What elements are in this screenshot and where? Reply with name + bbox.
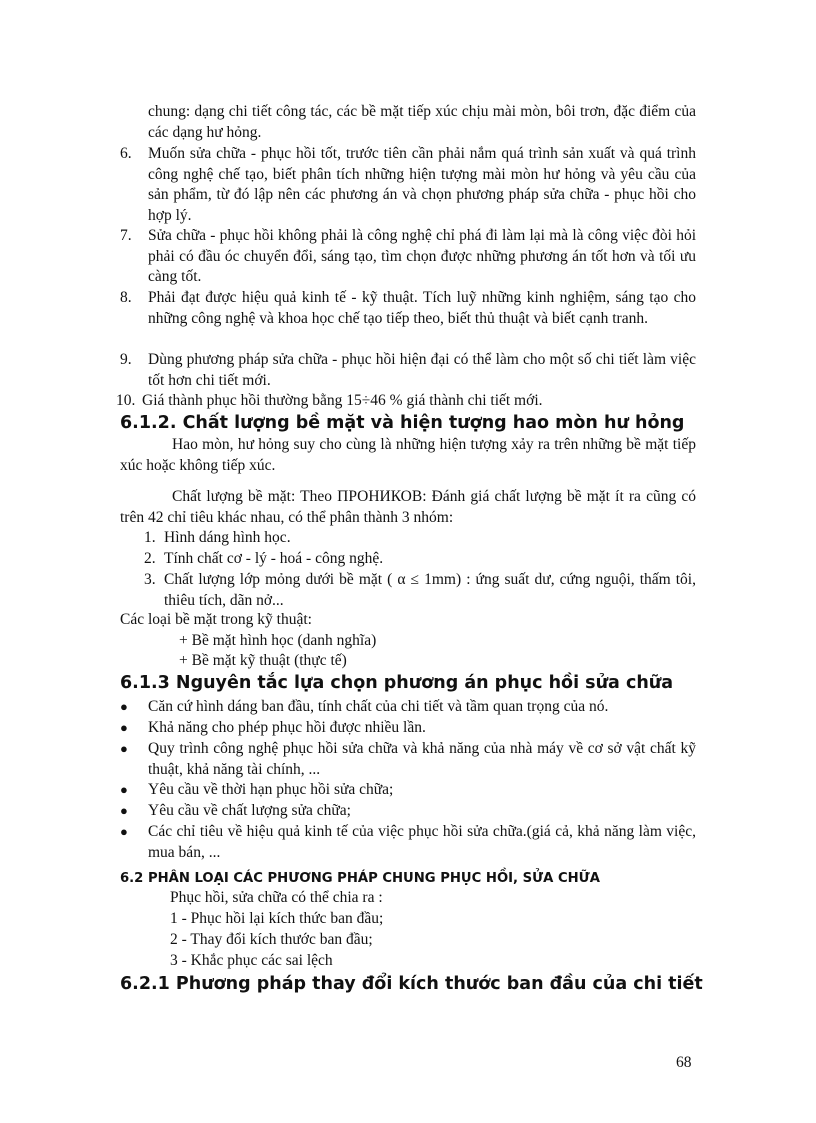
continued-paragraph: chung: dạng chi tiết công tác, các bề mặt tiếp xúc chịu mài mòn, bôi trơn, đặc điểm của các dạng hư hỏng. [148,103,696,141]
group-number: 2. [144,550,156,567]
group-number: 3. [144,571,156,588]
bullet-icon: ● [120,824,128,839]
bullet-text: Yêu cầu về chất lượng sửa chữa; [148,802,351,819]
bullet-icon: ● [120,782,128,797]
paragraph-chat-luong: Chất lượng bề mặt: Theo ПРОНИКОВ: Đánh giá chất lượng bề mặt ít ra cũng có trên 42 chỉ tiêu khác nhau, có thể phân thành 3 nhóm: [120,488,696,526]
list-text: Sửa chữa - phục hồi không phải là công nghệ chỉ phá đi làm lại mà là công việc đòi hỏi phải có đầu óc chuyển đổi, sáng tạo, tìm chọn được những phương án tốt hơn và tối ưu càng tốt. [148,227,696,286]
paragraph-hao-mon: Hao mòn, hư hỏng suy cho cùng là những hiện tượng xảy ra trên những bề mặt tiếp xúc hoặc không tiếp xúc. [120,436,696,474]
list-text: Giá thành phục hồi thường bằng 15÷46 % giá thành chi tiết mới. [142,392,543,409]
group-item-3 [144,570,696,611]
list-number: 8. [120,289,132,306]
list-text: Phải đạt được hiệu quả kinh tế - kỹ thuật. Tích luỹ những kinh nghiệm, sáng tạo cho những công nghệ và khoa học chế tạo tiếp theo, biết thủ thuật và biết cạnh tranh. [148,289,696,327]
surface-type-technical: + Bề mặt kỹ thuật (thực tế) [179,652,347,669]
surface-types-label: Các loại bề mặt trong kỹ thuật: [120,611,312,628]
section-heading-6-2-1: 6.2.1 Phương pháp thay đổi kích thước ban đầu của chi tiết [120,974,703,994]
surface-type-geometric: + Bề mặt hình học (danh nghĩa) [179,632,377,649]
bullet-icon: ● [120,699,128,714]
paragraph-phuc-hoi: Phục hồi, sửa chữa có thể chia ra : [170,889,383,906]
bullet-text: Các chỉ tiêu về hiệu quả kinh tế của việc phục hồi sửa chữa.(giá cả, khả năng làm việc, mua bán, ... [148,823,696,861]
list-item-7 [120,226,696,288]
group-item-1 [144,528,696,549]
group-text: Hình dáng hình học. [164,529,291,546]
section-heading-6-1-3: 6.1.3 Nguyên tắc lựa chọn phương án phục hồi sửa chữa [120,673,674,693]
method-item-2: 2 - Thay đổi kích thước ban đầu; [170,931,373,948]
list-number: 7. [120,227,132,244]
bullet-icon: ● [120,741,128,756]
section-heading-6-1-2: 6.1.2. Chất lượng bề mặt và hiện tượng hao mòn hư hỏng [120,413,685,433]
bullet-icon: ● [120,720,128,735]
bullet-text: Khả năng cho phép phục hồi được nhiều lần. [148,719,426,736]
list-item-6 [120,144,696,226]
bullet-text: Quy trình công nghệ phục hồi sửa chữa và khả năng của nhà máy về cơ sở vật chất kỹ thuật, khả năng tài chính, ... [148,740,696,778]
list-number: 10. [116,392,136,409]
method-item-1: 1 - Phục hồi lại kích thức ban đầu; [170,910,384,927]
list-item-9 [120,350,696,391]
bullet-item [120,739,696,780]
group-number: 1. [144,529,156,546]
bullet-item [120,801,696,822]
bullet-text: Yêu cầu về thời hạn phục hồi sửa chữa; [148,781,394,798]
list-number: 6. [120,145,132,162]
bullet-icon: ● [120,803,128,818]
group-text: Chất lượng lớp mỏng dưới bề mặt ( α ≤ 1mm) : ứng suất dư, cứng nguội, thấm tôi, thiêu tích, dãn nở... [164,571,696,609]
list-item-10 [116,391,696,412]
group-item-2 [144,549,696,570]
section-heading-6-2: 6.2 PHÂN LOẠI CÁC PHƯƠNG PHÁP CHUNG PHỤC HỒI, SỬA CHỮA [120,871,600,886]
bullet-item [120,718,696,739]
bullet-item [120,780,696,801]
list-number: 9. [120,351,132,368]
group-text: Tính chất cơ - lý - hoá - công nghệ. [164,550,384,567]
list-text: Dùng phương pháp sửa chữa - phục hồi hiện đại có thể làm cho một số chi tiết làm việc tốt hơn chi tiết mới. [148,351,696,389]
page-number: 68 [676,1054,692,1071]
method-item-3: 3 - Khắc phục các sai lệch [170,952,333,969]
bullet-item [120,822,696,863]
bullet-item [120,697,696,718]
list-text: Muốn sửa chữa - phục hồi tốt, trước tiên cần phải nắm quá trình sản xuất và quá trình công nghệ chế tạo, biết phân tích những hiện tượng mài mòn hư hỏng và yêu cầu của sản phẩm, từ đó lập nên các phương án và chọn phương pháp sửa chữa - phục hồi cho hợp lý. [148,145,696,224]
list-item-8 [120,288,696,329]
bullet-text: Căn cứ hình dáng ban đầu, tính chất của chi tiết và tầm quan trọng của nó. [148,698,609,715]
